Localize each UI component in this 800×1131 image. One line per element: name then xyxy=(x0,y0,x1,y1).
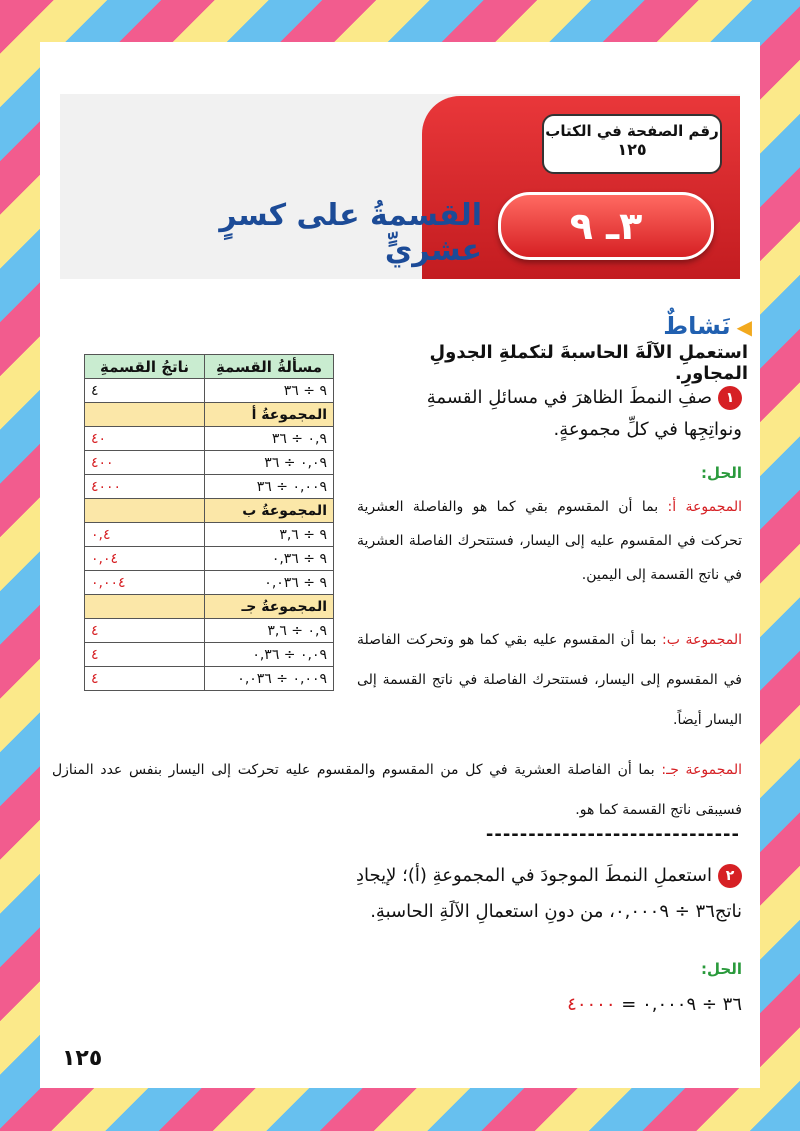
problem-cell: ٠,٠٠٩ ÷ ٠,٠٣٦ xyxy=(205,667,334,691)
group-name: المجموعةُ جـ xyxy=(205,595,334,619)
problem-cell: ٠,٠٩ ÷ ٠,٣٦ xyxy=(205,643,334,667)
answer-line xyxy=(567,994,742,1015)
solution-label-2: الحل: xyxy=(701,960,742,978)
solution-label-1: الحل: xyxy=(701,464,742,482)
group-blank-cell xyxy=(85,499,205,523)
page-number: ١٢٥ xyxy=(62,1046,103,1071)
question-1-text: صفِ النمطَ الظاهرَ في مسائلِ القسمةِ ونواتِجِها في كلِّ مجموعةٍ. xyxy=(426,387,742,440)
table-row xyxy=(85,475,334,499)
result-cell: ٠,٠٤ xyxy=(85,547,205,571)
group-row xyxy=(85,499,334,523)
header-problem: مسألةُ القسمةِ xyxy=(205,355,334,379)
group-b-explanation xyxy=(357,620,742,740)
table-row xyxy=(85,523,334,547)
activity-heading xyxy=(663,312,752,340)
intro-text: استعملِ الآلَةَ الحاسبةَ لتكملةِ الجدولِ المجاورِ. xyxy=(429,342,748,384)
group-c-text: بما أن الفاصلة العشرية في كل من المقسوم والمقسوم عليه تحركت إلى اليسار بنفس عدد المنازل فسيبقى ناتج القسمة كما هو. xyxy=(52,762,742,818)
result-cell: ٤ xyxy=(85,643,205,667)
result-cell: ٤٠ xyxy=(85,427,205,451)
result-cell: ٤٠٠٠ xyxy=(85,475,205,499)
lesson-number: ٣ـ ٩ xyxy=(498,192,714,260)
group-blank-cell xyxy=(85,595,205,619)
header-result: ناتجُ القسمةِ xyxy=(85,355,205,379)
group-row xyxy=(85,403,334,427)
problem-cell: ٩ ÷ ٠,٣٦ xyxy=(205,547,334,571)
problem-cell: ٩ ÷ ٣,٦ xyxy=(205,523,334,547)
page xyxy=(40,42,760,1088)
result-cell: ٤ xyxy=(85,619,205,643)
page-reference-label: رقم الصفحة في الكتاب xyxy=(545,122,719,140)
group-blank-cell xyxy=(85,403,205,427)
result-cell: ٤٠٠ xyxy=(85,451,205,475)
triangle-icon: ◀ xyxy=(736,315,752,339)
problem-cell: ٠,٠٩ ÷ ٣٦ xyxy=(205,451,334,475)
problem-cell: ٠,٩ ÷ ٣٦ xyxy=(205,427,334,451)
page-reference-number: ١٢٥ xyxy=(617,140,647,159)
problem-cell: ٠,٩ ÷ ٣,٦ xyxy=(205,619,334,643)
group-a-label: المجموعة أ: xyxy=(667,499,743,515)
group-name: المجموعةُ ب xyxy=(205,499,334,523)
group-b-text: بما أن المقسوم عليه بقي كما هو وتحركت الفاصلة في المقسوم إلى اليسار، فستتحرك الفاصلة في ناتج القسمة إلى اليسار أيضاً. xyxy=(357,632,742,728)
divider: ------------------------------ xyxy=(485,824,740,845)
group-row xyxy=(85,595,334,619)
division-table xyxy=(84,354,334,691)
answer-expression: ٣٦ ÷ ٠,٠٠٠٩ = xyxy=(621,994,742,1015)
table-row xyxy=(85,379,334,403)
question-number-badge: ٢ xyxy=(718,864,742,888)
table-header-row xyxy=(85,355,334,379)
table-row xyxy=(85,451,334,475)
table-row xyxy=(85,571,334,595)
activity-label: نَشاطٌ xyxy=(663,312,731,340)
table-row xyxy=(85,619,334,643)
question-2-text: استعملِ النمطَ الموجودَ في المجموعةِ (أ)؛ لإيجادِ ناتج٣٦ ÷ ٠,٠٠٠٩، من دونِ استعمالِ الآلَةِ الحاسبةِ. xyxy=(356,865,742,922)
question-1 xyxy=(372,382,742,446)
question-number-badge: ١ xyxy=(718,386,742,410)
answer-result: ٤٠٠٠٠ xyxy=(567,994,616,1015)
problem-cell: ٩ ÷ ٠,٠٣٦ xyxy=(205,571,334,595)
result-cell: ٤ xyxy=(85,667,205,691)
table-row xyxy=(85,643,334,667)
group-a-explanation xyxy=(357,490,742,592)
group-b-label: المجموعة ب: xyxy=(662,632,743,648)
question-2 xyxy=(352,858,742,930)
group-name: المجموعةُ أ xyxy=(205,403,334,427)
result-cell: ٠,٤ xyxy=(85,523,205,547)
page-title: القسمةُ على كسرٍ عشريٍّ xyxy=(219,198,482,268)
table-row xyxy=(85,547,334,571)
problem-cell: ٩ ÷ ٣٦ xyxy=(205,379,334,403)
group-c-label: المجموعة جـ: xyxy=(661,762,742,778)
group-a-text: بما أن المقسوم بقي كما هو والفاصلة العشرية تحركت في المقسوم عليه إلى اليسار، فستتحرك الفاصلة العشرية في ناتج القسمة إلى اليمين. xyxy=(357,499,742,583)
result-cell: ٤ xyxy=(85,379,205,403)
table-row xyxy=(85,667,334,691)
group-c-explanation xyxy=(52,750,742,830)
page-reference-box xyxy=(542,114,722,174)
result-cell: ٠,٠٠٤ xyxy=(85,571,205,595)
table-row xyxy=(85,427,334,451)
problem-cell: ٠,٠٠٩ ÷ ٣٦ xyxy=(205,475,334,499)
